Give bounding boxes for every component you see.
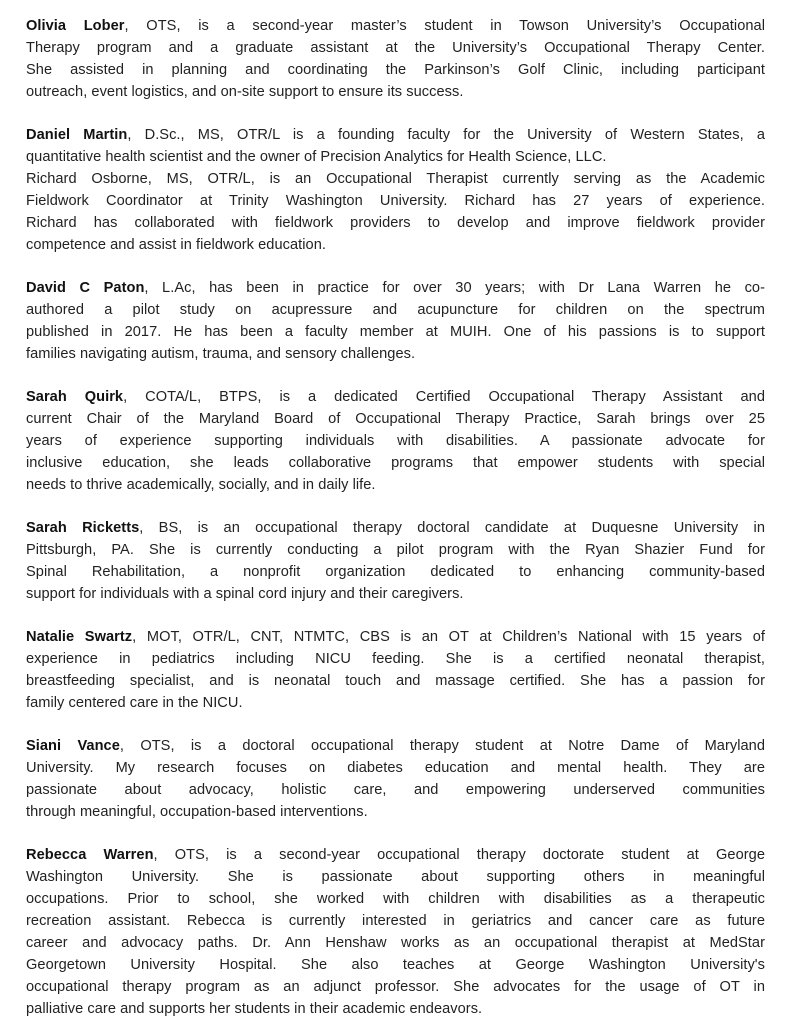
- bio-siani-vance: [26, 735, 765, 823]
- bio-text: current Chair of the Maryland Board of Occupational Therapy Practice, Sarah brings over 25: [26, 411, 765, 427]
- bio-daniel-martin: [26, 124, 765, 256]
- bio-sarah-quirk: [26, 386, 765, 496]
- bio-text: She assisted in planning and coordinating the Parkinson’s Golf Clinic, including participant: [26, 62, 765, 78]
- bio-text: Therapy program and a graduate assistant at the University’s Occupational Therapy Center.: [26, 40, 765, 56]
- bio-text: outreach, event logistics, and on-site support to ensure its success.: [26, 84, 464, 100]
- bio-text: , COTA/L, BTPS, is a dedicated Certified Occupational Therapy Assistant and: [123, 389, 766, 405]
- bio-text: Richard has collaborated with fieldwork providers to develop and improve fieldwork provider: [26, 215, 765, 231]
- bio-text: Richard Osborne, MS, OTR/L, is an Occupational Therapist currently serving as the Academic: [26, 171, 765, 187]
- bio-text: Spinal Rehabilitation, a nonprofit organization dedicated to enhancing community-based: [26, 564, 765, 580]
- bio-rebecca-warren: [26, 844, 765, 1020]
- bio-text: , MOT, OTR/L, CNT, NTMTC, CBS is an OT at Children’s National with 15 years of: [132, 629, 765, 645]
- bio-text: recreation assistant. Rebecca is currently interested in geriatrics and cancer care as future: [26, 913, 765, 929]
- bio-natalie-swartz: [26, 626, 765, 714]
- bio-text: occupations. Prior to school, she worked with children with disabilities as a therapeutic: [26, 891, 765, 907]
- bio-text: , D.Sc., MS, OTR/L is a founding faculty for the University of Western States, a: [127, 127, 765, 143]
- bio-text: quantitative health scientist and the owner of Precision Analytics for Health Science, LLC.: [26, 149, 607, 165]
- bio-olivia-lober: [26, 15, 765, 103]
- bio-text: breastfeeding specialist, and is neonatal touch and massage certified. She has a passion for: [26, 673, 765, 689]
- bio-text: occupational therapy program as an adjunct professor. She advocates for the usage of OT in: [26, 979, 765, 995]
- bio-text: , OTS, is a doctoral occupational therapy student at Notre Dame of Maryland: [119, 738, 766, 754]
- bio-name: Daniel Martin: [26, 127, 128, 143]
- bio-text: published in 2017. He has been a faculty member at MUIH. One of his passions is to support: [26, 324, 765, 340]
- bio-name: Olivia Lober: [26, 18, 125, 34]
- bio-text: career and advocacy paths. Dr. Ann Henshaw works as an occupational therapist at MedStar: [26, 935, 765, 951]
- bio-name: Sarah Ricketts: [26, 520, 140, 536]
- bio-text: through meaningful, occupation-based interventions.: [26, 804, 368, 820]
- bio-text: , OTS, is a second-year occupational therapy doctorate student at George: [153, 847, 765, 863]
- bio-name: Sarah Quirk: [26, 389, 124, 405]
- bio-text: Pittsburgh, PA. She is currently conducting a pilot program with the Ryan Shazier Fund for: [26, 542, 765, 558]
- bio-sarah-ricketts: [26, 517, 765, 605]
- bio-text: , L.Ac, has been in practice for over 30 years; with Dr Lana Warren he co-: [144, 280, 765, 296]
- bio-text: , OTS, is a second-year master’s student in Towson University’s Occupational: [124, 18, 765, 34]
- bio-text: family centered care in the NICU.: [26, 695, 243, 711]
- bio-name: David C Paton: [26, 280, 145, 296]
- bio-name: Siani Vance: [26, 738, 120, 754]
- bio-name: Rebecca Warren: [26, 847, 154, 863]
- bio-text: University. My research focuses on diabetes education and mental health. They are: [26, 760, 765, 776]
- bio-text: experience in pediatrics including NICU feeding. She is a certified neonatal therapist,: [26, 651, 765, 667]
- bio-text: years of experience supporting individuals with disabilities. A passionate advocate for: [26, 433, 765, 449]
- bio-text: families navigating autism, trauma, and sensory challenges.: [26, 346, 416, 362]
- bio-text: Washington University. She is passionate about supporting others in meaningful: [26, 869, 765, 885]
- bio-text: support for individuals with a spinal cord injury and their caregivers.: [26, 586, 464, 602]
- bio-text: Georgetown University Hospital. She also teaches at George Washington University's: [26, 957, 765, 973]
- bio-name: Natalie Swartz: [26, 629, 133, 645]
- bio-text: authored a pilot study on acupressure and acupuncture for children on the spectrum: [26, 302, 765, 318]
- bio-text: , BS, is an occupational therapy doctoral candidate at Duquesne University in: [139, 520, 766, 536]
- bio-text: Fieldwork Coordinator at Trinity Washington University. Richard has 27 years of experience.: [26, 193, 765, 209]
- bio-text: inclusive education, she leads collaborative programs that empower students with special: [26, 455, 765, 471]
- bio-text: needs to thrive academically, socially, and in daily life.: [26, 477, 376, 493]
- bio-david-c-paton: [26, 277, 765, 365]
- bio-text: passionate about advocacy, holistic care, and empowering underserved communities: [26, 782, 765, 798]
- bio-text: palliative care and supports her students in their academic endeavors.: [26, 1001, 483, 1017]
- bio-text: competence and assist in fieldwork education.: [26, 237, 326, 253]
